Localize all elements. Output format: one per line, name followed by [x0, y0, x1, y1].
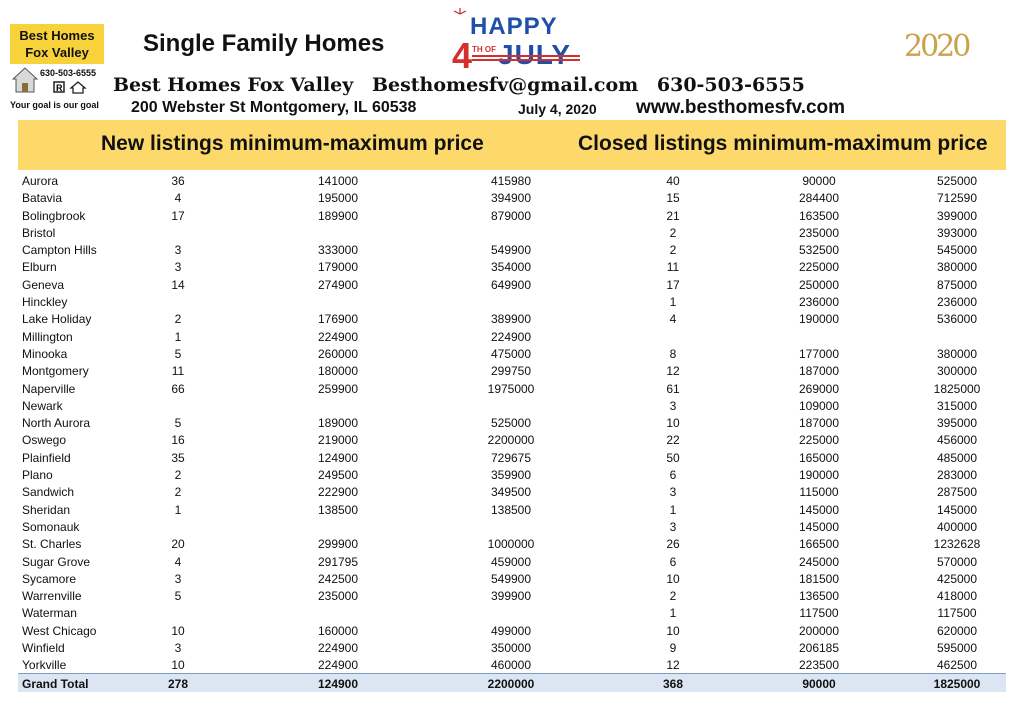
new-count-cell: 2	[174, 485, 182, 500]
closed-count-cell: 3	[669, 398, 677, 413]
grand-total-row	[18, 673, 1006, 692]
city-cell: Batavia	[22, 191, 63, 206]
year-2020-art	[902, 14, 974, 72]
new-min-price-cell: 242500	[317, 571, 359, 586]
city-cell: Campton Hills	[22, 243, 97, 258]
closed-count-cell: 26	[666, 537, 680, 552]
closed-count-cell: 1	[669, 295, 677, 310]
closed-max-price-cell: 399000	[936, 208, 978, 223]
new-min-price-cell: 260000	[317, 346, 359, 361]
closed-min-price-cell: 187000	[798, 364, 840, 379]
new-count-cell: 3	[174, 243, 182, 258]
realtor-equal-housing-icon	[52, 80, 102, 94]
table-row	[18, 604, 1006, 621]
new-max-price-cell: 354000	[490, 260, 532, 275]
table-row	[18, 656, 1006, 673]
new-max-price-cell: 549900	[490, 571, 532, 586]
closed-max-price-cell: 570000	[936, 554, 978, 569]
new-count-cell: 20	[171, 537, 185, 552]
new-min-price-cell: 141000	[317, 174, 359, 188]
new-max-price-cell: 1000000	[487, 537, 535, 552]
closed-min-price-cell: 165000	[798, 450, 840, 465]
city-cell: Warrenville	[22, 589, 82, 604]
closed-max-price-cell: 287500	[936, 485, 978, 500]
city-cell: Sheridan	[22, 502, 71, 517]
closed-count-cell: 9	[669, 641, 677, 656]
new-max-price-cell: 350000	[490, 641, 532, 656]
new-count-cell: 2	[174, 468, 182, 483]
website: www.besthomesfv.com	[636, 97, 846, 118]
new-min-price-cell: 299900	[317, 537, 359, 552]
table-row	[18, 172, 1006, 189]
city-cell: North Aurora	[22, 416, 91, 431]
closed-max-price-cell: 400000	[936, 519, 978, 534]
city-cell: St. Charles	[22, 537, 82, 552]
closed-max-price-cell: 712590	[936, 191, 978, 206]
new-max-price-cell: 399900	[490, 589, 532, 604]
table-header	[18, 120, 1006, 170]
total-closed-min: 90000	[802, 677, 836, 691]
new-min-price-cell: 219000	[317, 433, 359, 448]
closed-max-price-cell: 380000	[936, 260, 978, 275]
closed-min-price-cell: 181500	[798, 571, 840, 586]
city-cell: Waterman	[22, 606, 77, 621]
closed-min-price-cell: 109000	[798, 398, 840, 413]
new-min-price-cell: 189900	[317, 208, 359, 223]
new-min-price-cell: 235000	[317, 589, 359, 604]
closed-max-price-cell: 145000	[936, 502, 978, 517]
new-count-cell: 14	[171, 277, 185, 292]
table-row	[18, 380, 1006, 397]
city-cell: Naperville	[22, 381, 76, 396]
table-row	[18, 224, 1006, 241]
new-count-cell: 5	[174, 416, 182, 431]
total-closed-count: 368	[662, 677, 684, 691]
city-cell: Montgomery	[22, 364, 89, 379]
closed-min-price-cell: 187000	[798, 416, 840, 431]
closed-min-price-cell: 225000	[798, 433, 840, 448]
city-cell: Oswego	[22, 433, 67, 448]
closed-min-price-cell: 115000	[799, 485, 839, 500]
new-min-price-cell: 179000	[317, 260, 359, 275]
new-min-price-cell: 160000	[317, 623, 359, 638]
closed-min-price-cell: 206185	[798, 641, 840, 656]
closed-count-cell: 12	[666, 364, 680, 379]
tagline: Your goal is our goal	[10, 100, 99, 110]
new-max-price-cell: 649900	[490, 277, 532, 292]
report-date: July 4, 2020	[518, 101, 597, 117]
table-row	[18, 622, 1006, 639]
closed-min-price-cell: 284400	[798, 191, 840, 206]
new-count-cell: 11	[171, 364, 185, 379]
closed-count-cell: 2	[669, 225, 677, 240]
closed-max-price-cell: 1232628	[933, 537, 981, 552]
new-max-price-cell: 525000	[490, 416, 532, 431]
closed-max-price-cell: 236000	[936, 295, 978, 310]
new-count-cell: 3	[174, 260, 182, 275]
total-new-max: 2200000	[487, 677, 535, 691]
city-cell: Lake Holiday	[22, 312, 92, 327]
new-max-price-cell: 729675	[490, 450, 532, 465]
new-min-price-cell: 291795	[317, 554, 359, 569]
new-count-cell: 2	[174, 312, 182, 327]
closed-min-price-cell: 90000	[802, 174, 836, 188]
closed-min-price-cell: 163500	[798, 208, 840, 223]
city-cell: Winfield	[22, 641, 65, 656]
new-count-cell: 1	[174, 502, 182, 517]
closed-min-price-cell: 236000	[798, 295, 840, 310]
table-row	[18, 570, 1006, 587]
new-max-price-cell: 389900	[490, 312, 532, 327]
contact-line	[113, 74, 817, 96]
city-cell: Geneva	[22, 277, 65, 292]
table-row	[18, 449, 1006, 466]
listings-table	[18, 172, 1006, 674]
city-cell: Elburn	[22, 260, 57, 275]
new-count-cell: 10	[171, 658, 185, 673]
closed-count-cell: 1	[669, 502, 677, 517]
closed-max-price-cell: 620000	[936, 623, 978, 638]
table-row	[18, 535, 1006, 552]
closed-count-cell: 15	[666, 191, 680, 206]
new-max-price-cell: 299750	[490, 364, 532, 379]
closed-max-price-cell: 117500	[937, 606, 977, 621]
july-text: JULY	[498, 39, 572, 70]
new-max-price-cell: 879000	[490, 208, 532, 223]
table-row	[18, 397, 1006, 414]
city-cell: Hinckley	[22, 295, 68, 310]
closed-count-cell: 21	[666, 208, 680, 223]
new-count-cell: 16	[171, 433, 185, 448]
new-count-cell: 5	[174, 346, 182, 361]
svg-text:R: R	[56, 83, 63, 93]
new-min-price-cell: 180000	[317, 364, 359, 379]
table-row	[18, 276, 1006, 293]
table-row	[18, 241, 1006, 258]
total-new-min: 124900	[317, 677, 359, 691]
closed-min-price-cell: 250000	[798, 277, 840, 292]
closed-count-cell: 11	[666, 260, 680, 275]
new-max-price-cell: 138500	[490, 502, 532, 517]
closed-count-cell: 50	[666, 450, 680, 465]
closed-count-cell: 17	[666, 277, 680, 292]
new-max-price-cell: 460000	[490, 658, 532, 673]
new-count-cell: 17	[171, 208, 185, 223]
logo-icons	[12, 66, 104, 96]
closed-min-price-cell: 245000	[798, 554, 840, 569]
closed-min-price-cell: 190000	[798, 312, 840, 327]
table-row	[18, 293, 1006, 310]
table-row	[18, 328, 1006, 345]
closed-count-cell: 3	[669, 519, 677, 534]
year-text: 2020	[904, 29, 969, 64]
table-row	[18, 483, 1006, 500]
address: 200 Webster St Montgomery, IL 60538	[131, 99, 417, 116]
closed-count-cell: 10	[666, 416, 680, 431]
new-max-price-cell: 459000	[490, 554, 532, 569]
table-row	[18, 639, 1006, 656]
table-row	[18, 207, 1006, 224]
city-cell: Aurora	[22, 174, 59, 188]
new-count-cell: 36	[171, 174, 185, 188]
new-count-cell: 4	[174, 191, 182, 206]
new-count-cell: 3	[174, 571, 182, 586]
closed-min-price-cell: 532500	[798, 243, 840, 258]
closed-max-price-cell: 425000	[936, 571, 978, 586]
closed-min-price-cell: 117500	[799, 606, 839, 621]
new-max-price-cell: 499000	[490, 623, 532, 638]
closed-min-price-cell: 200000	[798, 623, 840, 638]
brand-logo	[10, 24, 104, 64]
new-max-price-cell: 359900	[490, 468, 532, 483]
table-row	[18, 501, 1006, 518]
happy-text: HAPPY	[470, 13, 558, 40]
closed-count-cell: 6	[669, 554, 677, 569]
new-max-price-cell: 2200000	[487, 433, 535, 448]
closed-count-cell: 6	[669, 468, 677, 483]
table-row	[18, 189, 1006, 206]
closed-max-price-cell: 456000	[936, 433, 978, 448]
new-min-price-cell: 333000	[317, 243, 359, 258]
city-cell: Bristol	[22, 225, 56, 240]
closed-max-price-cell: 595000	[936, 641, 978, 656]
city-cell: Minooka	[22, 346, 68, 361]
table-row	[18, 587, 1006, 604]
closed-min-price-cell: 225000	[798, 260, 840, 275]
new-max-price-cell: 394900	[490, 191, 532, 206]
new-listings-header: New listings minimum-maximum price	[101, 132, 484, 155]
closed-count-cell: 2	[669, 243, 677, 258]
closed-count-cell: 10	[666, 571, 680, 586]
closed-max-price-cell: 300000	[936, 364, 978, 379]
closed-count-cell: 8	[669, 346, 677, 361]
new-min-price-cell: 195000	[317, 191, 359, 206]
city-cell: West Chicago	[22, 623, 97, 638]
city-cell: Sycamore	[22, 571, 77, 586]
closed-max-price-cell: 485000	[936, 450, 978, 465]
new-count-cell: 5	[174, 589, 182, 604]
table-row	[18, 258, 1006, 275]
closed-min-price-cell: 166500	[798, 537, 840, 552]
city-cell: Plainfield	[22, 450, 71, 465]
closed-count-cell: 40	[666, 174, 680, 188]
grand-total-label: Grand Total	[22, 677, 89, 691]
new-min-price-cell: 222900	[317, 485, 359, 500]
closed-listings-header: Closed listings minimum-maximum price	[578, 132, 988, 155]
closed-min-price-cell: 145000	[798, 519, 840, 534]
closed-max-price-cell: 536000	[936, 312, 978, 327]
new-min-price-cell: 124900	[317, 450, 359, 465]
city-cell: Millington	[22, 329, 73, 344]
new-count-cell: 66	[171, 381, 185, 396]
table-row	[18, 345, 1006, 362]
closed-count-cell: 12	[666, 658, 680, 673]
new-min-price-cell: 176900	[317, 312, 359, 327]
house-icon	[12, 66, 38, 94]
new-count-cell: 35	[171, 450, 185, 465]
table-row	[18, 466, 1006, 483]
table-row	[18, 431, 1006, 448]
new-min-price-cell: 189000	[317, 416, 359, 431]
new-max-price-cell: 475000	[490, 346, 532, 361]
th-of-text: TH OF	[472, 45, 496, 54]
new-count-cell: 10	[171, 623, 185, 638]
total-closed-max: 1825000	[933, 677, 981, 691]
table-row	[18, 518, 1006, 535]
new-min-price-cell: 259900	[317, 381, 359, 396]
email: Besthomesfv@gmail.com	[371, 74, 639, 96]
fourth-number: 4	[452, 35, 473, 76]
city-cell: Sandwich	[22, 485, 75, 500]
new-min-price-cell: 224900	[317, 329, 359, 344]
city-cell: Plano	[22, 468, 53, 483]
closed-count-cell: 10	[666, 623, 680, 638]
city-cell: Newark	[22, 398, 63, 413]
closed-min-price-cell: 190000	[798, 468, 840, 483]
new-count-cell: 4	[174, 554, 182, 569]
city-cell: Bolingbrook	[22, 208, 86, 223]
new-max-price-cell: 349500	[490, 485, 532, 500]
new-min-price-cell: 224900	[317, 641, 359, 656]
closed-min-price-cell: 223500	[798, 658, 840, 673]
closed-min-price-cell: 269000	[798, 381, 840, 396]
page-title: Single Family Homes	[143, 30, 385, 57]
closed-min-price-cell: 177000	[798, 346, 840, 361]
new-max-price-cell: 224900	[490, 329, 532, 344]
new-max-price-cell: 415980	[490, 174, 532, 188]
new-count-cell: 1	[174, 329, 182, 344]
new-max-price-cell: 1975000	[487, 381, 535, 396]
table-row	[18, 310, 1006, 327]
logo-line2: Fox Valley	[25, 45, 89, 60]
logo-line1: Best Homes	[19, 28, 95, 43]
closed-max-price-cell: 462500	[936, 658, 978, 673]
company-name: Best Homes Fox Valley	[113, 74, 354, 96]
closed-min-price-cell: 235000	[798, 225, 840, 240]
new-min-price-cell: 274900	[317, 277, 359, 292]
closed-max-price-cell: 525000	[936, 174, 978, 188]
closed-min-price-cell: 136500	[798, 589, 840, 604]
closed-max-price-cell: 393000	[936, 225, 978, 240]
city-cell: Somonauk	[22, 519, 80, 534]
closed-max-price-cell: 1825000	[933, 381, 981, 396]
table-row	[18, 414, 1006, 431]
table-row	[18, 362, 1006, 379]
closed-count-cell: 61	[666, 381, 680, 396]
closed-max-price-cell: 395000	[936, 416, 978, 431]
total-new-count: 278	[167, 677, 189, 691]
closed-max-price-cell: 875000	[936, 277, 978, 292]
city-cell: Sugar Grove	[22, 554, 91, 569]
closed-max-price-cell: 418000	[936, 589, 978, 604]
closed-count-cell: 3	[669, 485, 677, 500]
phone: 630-503-6555	[656, 74, 805, 96]
closed-max-price-cell: 283000	[936, 468, 978, 483]
closed-count-cell: 2	[669, 589, 677, 604]
closed-max-price-cell: 380000	[936, 346, 978, 361]
new-min-price-cell: 224900	[317, 658, 359, 673]
new-count-cell: 3	[174, 641, 182, 656]
closed-max-price-cell: 315000	[936, 398, 978, 413]
closed-max-price-cell: 545000	[936, 243, 978, 258]
fireworks-icon	[454, 8, 466, 14]
closed-count-cell: 1	[669, 606, 677, 621]
closed-count-cell: 22	[666, 433, 680, 448]
logo-phone: 630-503-6555	[40, 68, 97, 78]
new-min-price-cell: 138500	[317, 502, 359, 517]
city-cell: Yorkville	[22, 658, 67, 673]
closed-count-cell: 4	[669, 312, 677, 327]
closed-min-price-cell: 145000	[798, 502, 840, 517]
table-row	[18, 553, 1006, 570]
new-max-price-cell: 549900	[490, 243, 532, 258]
new-min-price-cell: 249500	[317, 468, 359, 483]
fourth-of-july-banner	[452, 8, 588, 78]
